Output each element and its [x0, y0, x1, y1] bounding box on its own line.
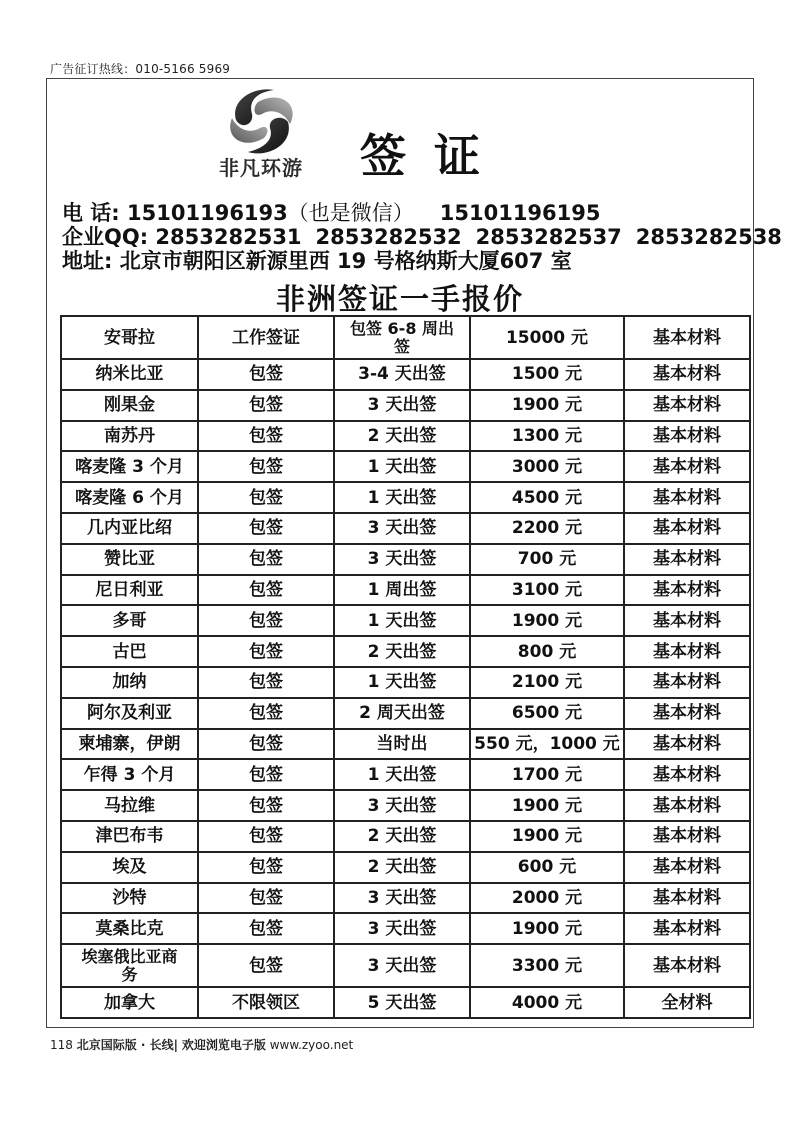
- qq-number-1: 2853282531: [155, 225, 302, 249]
- cell-processing-time: 1 周出签: [334, 575, 470, 606]
- table-row: [61, 667, 750, 698]
- cell-materials: 基本材料: [624, 544, 750, 575]
- cell-materials: 基本材料: [624, 636, 750, 667]
- cell-visa-type: 包签: [198, 759, 334, 790]
- cell-visa-type: 包签: [198, 821, 334, 852]
- cell-country: 喀麦隆 6 个月: [61, 482, 198, 513]
- cell-materials: 基本材料: [624, 821, 750, 852]
- table-row: [61, 605, 750, 636]
- cell-processing-time: 3 天出签: [334, 790, 470, 821]
- publication-name: 北京国际版 · 长线: [76, 1038, 174, 1052]
- cell-processing-time: 包签 6-8 周出签: [334, 316, 470, 359]
- phone-number-1: 15101196193: [127, 201, 288, 225]
- cell-price: 1900 元: [470, 390, 624, 421]
- cell-country: 几内亚比绍: [61, 513, 198, 544]
- cell-price: 1900 元: [470, 605, 624, 636]
- cell-price: 1900 元: [470, 821, 624, 852]
- cell-visa-type: 包签: [198, 451, 334, 482]
- cell-country: 埃塞俄比亚商务: [61, 944, 198, 987]
- cell-materials: 基本材料: [624, 944, 750, 987]
- cell-visa-type: 包签: [198, 482, 334, 513]
- cell-visa-type: 包签: [198, 544, 334, 575]
- cell-processing-time: 1 天出签: [334, 759, 470, 790]
- cell-country: 马拉维: [61, 790, 198, 821]
- price-table: [60, 315, 751, 1019]
- cell-country: 喀麦隆 3 个月: [61, 451, 198, 482]
- cell-materials: 基本材料: [624, 667, 750, 698]
- cell-materials: 基本材料: [624, 790, 750, 821]
- cell-processing-time: 2 周天出签: [334, 698, 470, 729]
- cell-processing-time: 当时出: [334, 729, 470, 760]
- cell-country: 加纳: [61, 667, 198, 698]
- address-label: 地址:: [62, 249, 113, 273]
- cell-visa-type: 包签: [198, 513, 334, 544]
- cell-processing-time: 2 天出签: [334, 421, 470, 452]
- cell-materials: 基本材料: [624, 883, 750, 914]
- cell-materials: 基本材料: [624, 513, 750, 544]
- cell-price: 15000 元: [470, 316, 624, 359]
- cell-processing-time: 3-4 天出签: [334, 359, 470, 390]
- qq-number-2: 2853282532: [315, 225, 462, 249]
- cell-materials: 基本材料: [624, 451, 750, 482]
- cell-price: 6500 元: [470, 698, 624, 729]
- cell-country: 南苏丹: [61, 421, 198, 452]
- cell-price: 3100 元: [470, 575, 624, 606]
- table-row: [61, 944, 750, 987]
- phone-note: （也是微信）: [287, 201, 414, 225]
- cell-price: 1300 元: [470, 421, 624, 452]
- cell-visa-type: 包签: [198, 636, 334, 667]
- cell-country: 阿尔及利亚: [61, 698, 198, 729]
- cell-price: 4000 元: [470, 987, 624, 1018]
- cell-price: 3000 元: [470, 451, 624, 482]
- footer-promo: 欢迎浏览电子版: [181, 1038, 266, 1052]
- cell-processing-time: 3 天出签: [334, 544, 470, 575]
- cell-price: 1500 元: [470, 359, 624, 390]
- table-row: [61, 729, 750, 760]
- cell-price: 2200 元: [470, 513, 624, 544]
- phone-label: 电 话:: [62, 201, 120, 225]
- cell-visa-type: 包签: [198, 913, 334, 944]
- cell-price: 3300 元: [470, 944, 624, 987]
- cell-materials: 基本材料: [624, 575, 750, 606]
- address-line: [62, 245, 572, 275]
- footer-separator: |: [173, 1038, 179, 1052]
- cell-visa-type: 包签: [198, 852, 334, 883]
- cell-materials: 基本材料: [624, 605, 750, 636]
- cell-visa-type: 包签: [198, 790, 334, 821]
- table-row: [61, 698, 750, 729]
- cell-country: 多哥: [61, 605, 198, 636]
- cell-processing-time: 3 天出签: [334, 944, 470, 987]
- cell-country: 埃及: [61, 852, 198, 883]
- cell-processing-time: 2 天出签: [334, 636, 470, 667]
- cell-country: 莫桑比克: [61, 913, 198, 944]
- cell-materials: 基本材料: [624, 913, 750, 944]
- brand-name: 非凡环游: [219, 156, 303, 180]
- cell-materials: 基本材料: [624, 698, 750, 729]
- cell-country: 沙特: [61, 883, 198, 914]
- cell-country: 刚果金: [61, 390, 198, 421]
- phone-number-2: 15101196195: [439, 201, 601, 225]
- page-title: 签证: [360, 129, 508, 183]
- qq-number-3: 2853282537: [475, 225, 622, 249]
- cell-price: 600 元: [470, 852, 624, 883]
- cell-visa-type: 包签: [198, 421, 334, 452]
- cell-processing-time: 2 天出签: [334, 821, 470, 852]
- cell-visa-type: 包签: [198, 883, 334, 914]
- ad-hotline: 广告征订热线：010-5166 5969: [50, 62, 231, 76]
- table-row: [61, 883, 750, 914]
- price-heading: 非洲签证一手报价: [275, 282, 524, 316]
- cell-materials: 基本材料: [624, 390, 750, 421]
- page-footer: [50, 1036, 353, 1053]
- table-row: [61, 390, 750, 421]
- cell-country: 尼日利亚: [61, 575, 198, 606]
- cell-country: 乍得 3 个月: [61, 759, 198, 790]
- table-row: [61, 759, 750, 790]
- cell-processing-time: 3 天出签: [334, 390, 470, 421]
- table-row: [61, 513, 750, 544]
- cell-price: 1900 元: [470, 913, 624, 944]
- cell-processing-time: 2 天出签: [334, 852, 470, 883]
- cell-visa-type: 不限领区: [198, 987, 334, 1018]
- cell-materials: 基本材料: [624, 316, 750, 359]
- cell-visa-type: 包签: [198, 729, 334, 760]
- cell-country: 纳米比亚: [61, 359, 198, 390]
- cell-price: 550 元，1000 元: [470, 729, 624, 760]
- table-row: [61, 421, 750, 452]
- qq-number-4: 2853282538: [635, 225, 782, 249]
- cell-price: 2000 元: [470, 883, 624, 914]
- cell-processing-time: 3 天出签: [334, 513, 470, 544]
- cell-processing-time: 1 天出签: [334, 482, 470, 513]
- cell-country: 加拿大: [61, 987, 198, 1018]
- cell-materials: 基本材料: [624, 759, 750, 790]
- cell-processing-time: 1 天出签: [334, 667, 470, 698]
- table-row: [61, 821, 750, 852]
- qq-label: 企业QQ:: [62, 225, 149, 249]
- cell-processing-time: 3 天出签: [334, 913, 470, 944]
- cell-country: 柬埔寨，伊朗: [61, 729, 198, 760]
- cell-processing-time: 1 天出签: [334, 605, 470, 636]
- table-row: [61, 913, 750, 944]
- table-row: [61, 575, 750, 606]
- address-text: 北京市朝阳区新源里西 19 号格纳斯大厦607 室: [119, 249, 572, 273]
- cell-visa-type: 包签: [198, 390, 334, 421]
- cell-materials: 基本材料: [624, 359, 750, 390]
- table-row: [61, 636, 750, 667]
- table-row: [61, 790, 750, 821]
- cell-price: 1700 元: [470, 759, 624, 790]
- cell-materials: 基本材料: [624, 482, 750, 513]
- cell-price: 800 元: [470, 636, 624, 667]
- footer-website: www.zyoo.net: [269, 1038, 354, 1052]
- table-row: [61, 852, 750, 883]
- cell-visa-type: 包签: [198, 944, 334, 987]
- cell-country: 津巴布韦: [61, 821, 198, 852]
- cell-materials: 基本材料: [624, 421, 750, 452]
- table-row: [61, 451, 750, 482]
- cell-visa-type: 包签: [198, 698, 334, 729]
- cell-price: 4500 元: [470, 482, 624, 513]
- table-row: [61, 359, 750, 390]
- cell-country: 古巴: [61, 636, 198, 667]
- cell-processing-time: 5 天出签: [334, 987, 470, 1018]
- cell-materials: 基本材料: [624, 852, 750, 883]
- cell-price: 700 元: [470, 544, 624, 575]
- cell-country: 赞比亚: [61, 544, 198, 575]
- cell-price: 2100 元: [470, 667, 624, 698]
- cell-country: 安哥拉: [61, 316, 198, 359]
- table-row: [61, 987, 750, 1018]
- cell-visa-type: 工作签证: [198, 316, 334, 359]
- cell-processing-time: 1 天出签: [334, 451, 470, 482]
- page-number: 118: [50, 1038, 73, 1052]
- price-table-body: [61, 316, 750, 1018]
- cell-materials: 全材料: [624, 987, 750, 1018]
- cell-processing-time: 3 天出签: [334, 883, 470, 914]
- table-row: [61, 316, 750, 359]
- table-row: [61, 544, 750, 575]
- table-row: [61, 482, 750, 513]
- cell-visa-type: 包签: [198, 359, 334, 390]
- cell-visa-type: 包签: [198, 667, 334, 698]
- cell-visa-type: 包签: [198, 575, 334, 606]
- cell-price: 1900 元: [470, 790, 624, 821]
- cell-materials: 基本材料: [624, 729, 750, 760]
- cell-visa-type: 包签: [198, 605, 334, 636]
